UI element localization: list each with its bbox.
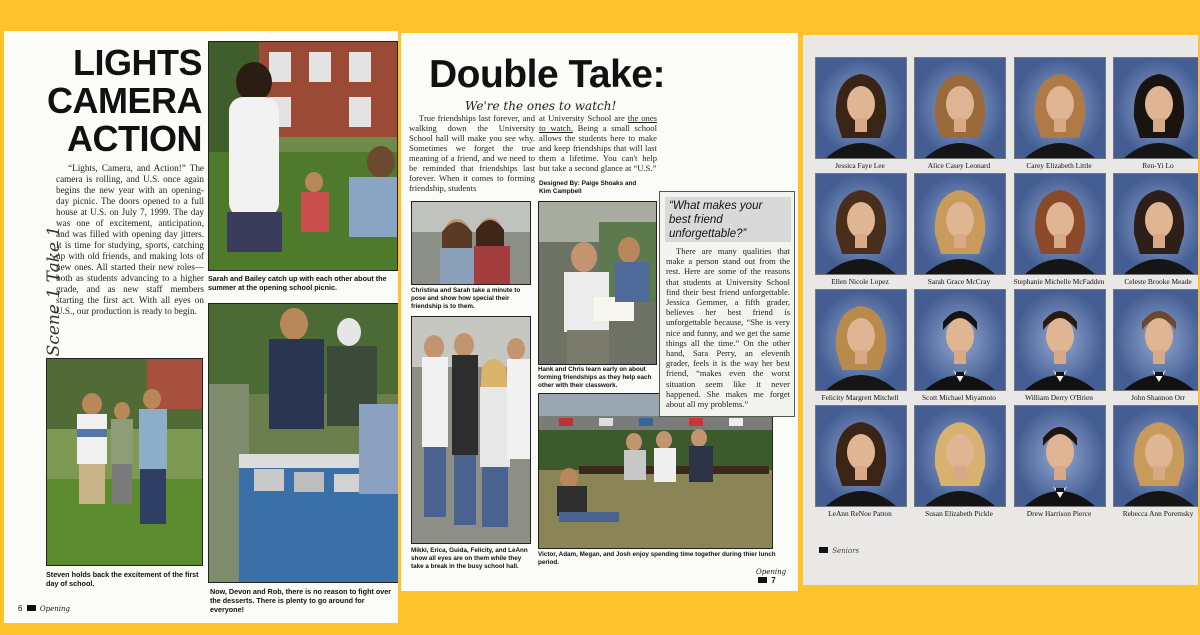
senior-portrait [1113, 405, 1198, 507]
senior-portrait [815, 405, 907, 507]
title-line-2: CAMERA [47, 80, 202, 121]
double-take-body-col1: True friendships last forever, and walking down the University School hall will make you see why. Sometimes we forget the true meaning of a friend, and we need to be reminded that friendships last forever. When it comes to forming friendship, students [409, 113, 535, 193]
caption-hallway-group: Mikki, Erica, Guida, Felicity, and LeAnn show all eyes are on them while they take a break in the busy school hall. [411, 547, 528, 570]
senior-portrait [1113, 289, 1198, 391]
senior-portrait [1014, 173, 1106, 275]
double-take-subtitle: We're the ones to watch! [465, 99, 617, 113]
clapper-icon [27, 605, 36, 611]
senior-name: Alice Casey Leonard [927, 161, 991, 170]
quote-heading: “What makes your best friend unforgettable?” [665, 197, 791, 242]
photo-hallway-group [411, 316, 531, 544]
caption-hank-chris: Hank and Chris learn early on about forming friendships as they help each other with their classwork. [538, 366, 652, 389]
double-take-body-col2 [539, 113, 657, 173]
designers-credit: Designed By: Paige Shoaks and Kim Campbell [539, 180, 637, 195]
ones-to-watch-link[interactable]: the ones to watch. [539, 113, 657, 133]
senior-name: Ellen Nicole Lopez [831, 277, 889, 286]
senior-portrait [914, 405, 1006, 507]
folio-section-mid: Opening [756, 568, 787, 576]
caption-steven: Steven holds back the excitement of the first day of school. [46, 570, 199, 588]
senior-portrait [914, 289, 1006, 391]
senior-name: John Shannon Orr [1131, 393, 1185, 402]
senior-name: Sarah Grace McCray [927, 277, 991, 286]
seniors-section-mark [819, 547, 859, 555]
clapper-icon [758, 577, 767, 583]
senior-name: Stephanie Michelle McFadden [1013, 277, 1105, 286]
caption-devon-rob: Now, Devon and Rob, there is no reason to fight over the desserts. There is plenty to go around for everyone! [210, 587, 392, 614]
lights-camera-action-title [40, 44, 202, 158]
senior-name: Felicity Margrett Mitchell [821, 393, 899, 402]
senior-name: Carey Elizabeth Little [1026, 161, 1092, 170]
senior-portrait [914, 173, 1006, 275]
folio-section-left: Opening [39, 605, 71, 613]
senior-name: Susan Elizabeth Pickle [925, 509, 993, 518]
scene-take-script: Scene 1 Take 1 [44, 225, 64, 357]
quote-box [659, 191, 795, 417]
senior-name: Ren-Yi Lo [1142, 161, 1174, 170]
senior-portrait [1014, 289, 1106, 391]
photo-dessert-table [208, 303, 398, 583]
photo-christina-sarah [411, 201, 531, 285]
senior-portrait [914, 57, 1006, 159]
page-number-7: 7 [771, 576, 776, 585]
senior-name: Scott Michael Miyamoto [922, 393, 996, 402]
senior-portrait [815, 289, 907, 391]
page-number-6: 6 [18, 604, 23, 613]
senior-portrait [1113, 57, 1198, 159]
quote-body-text: There are many qualities that make a person stand out from the rest. Here are some of the reasons that students at University School find their best friend unforgettable. Jessica Gemmer, a fifth grader, believes her best friend is unforgettable because, “She is very nice and funny, and we get the same things all the time.” On the other hand, Sara Perry, an eleventh grader, feels it is the way her best friend, “makes even the worst situation seem like it never happened. She makes me forget about all my problems.” [666, 246, 790, 410]
senior-portrait [815, 57, 907, 159]
yearbook-page-opening [4, 31, 398, 623]
seniors-label: Seniors [832, 547, 860, 555]
photo-hank-chris [538, 201, 657, 365]
body-col2-rest: Being a small school allows the students here to make and keep friendships that will last them a lifetime. You can't help but take a second glance at “U.S.” [539, 123, 657, 173]
folio-mid [756, 567, 798, 585]
senior-name: Drew Harrison Pierce [1026, 509, 1092, 518]
double-take-title: Double Take: [429, 53, 665, 96]
senior-name: Rebecca Ann Poremsky [1122, 509, 1194, 518]
senior-portrait [1113, 173, 1198, 275]
caption-picnic: Sarah and Bailey catch up with each other about the summer at the opening school picnic. [208, 274, 387, 292]
senior-portrait [1014, 57, 1106, 159]
yearbook-page-double-take [401, 33, 798, 591]
senior-name: Celeste Brooke Meade [1124, 277, 1192, 286]
senior-portrait [1014, 405, 1106, 507]
caption-lunch: Victor, Adam, Megan, and Josh enjoy spending time together during thier lunch period. [538, 551, 776, 566]
title-line-1: LIGHTS [73, 42, 202, 83]
senior-name: William Derry O'Brien [1025, 393, 1093, 402]
yearbook-page-seniors [803, 35, 1198, 585]
caption-christina-sarah: Christina and Sarah take a minute to pose and show how special their friendship is to them. [411, 287, 521, 310]
senior-portrait [815, 173, 907, 275]
photo-picnic-grass [208, 41, 398, 271]
clapper-icon [819, 547, 828, 553]
folio-left [18, 604, 70, 613]
senior-name: Jessica Faye Lee [835, 161, 885, 170]
body-col2-lead: at University School are [539, 113, 628, 123]
photo-steven [46, 358, 203, 566]
senior-name: LeAnn ReNoe Patton [828, 509, 892, 518]
title-line-3: ACTION [67, 118, 202, 159]
opening-body-text: “Lights, Camera, and Action!” The camera is rolling, and U.S. once again begins the new year with an opening-day picnic. The doors opened to a full house at U.S. on July 7, 1999. The day was one of excitement, anticipation, and was filled with opening day jitters. It is time for studying, sports, catching up with old friends, and making lots of new ones. All started their new roles—both as students advancing to a higher grade, and as new staff members starting the first act. With all eyes on U.S., our production is ready to begin. [56, 163, 204, 316]
